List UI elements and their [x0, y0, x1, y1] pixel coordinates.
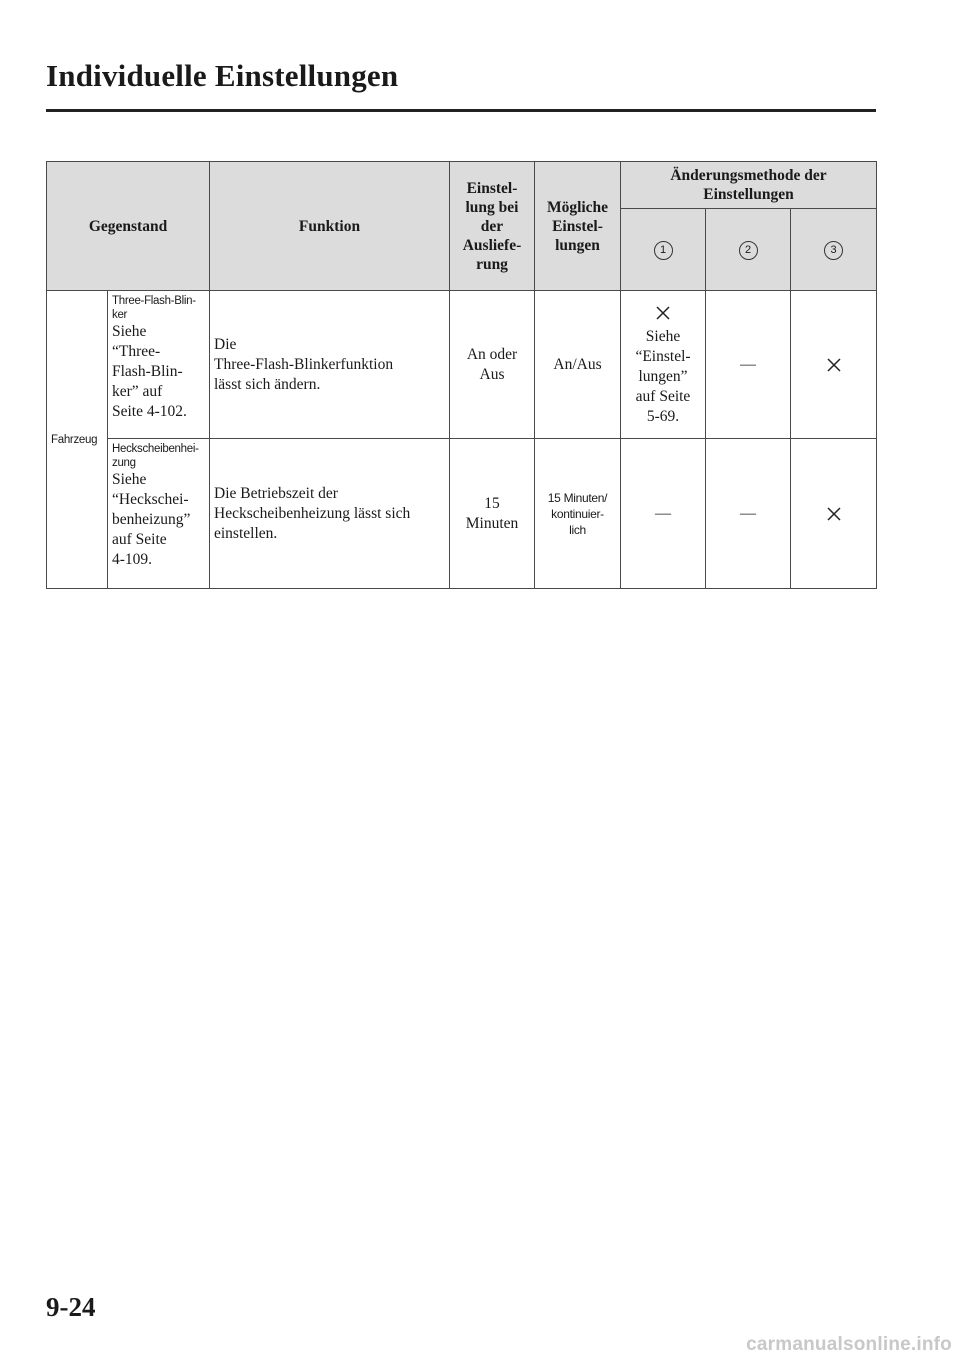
- header-funktion: Funktion: [210, 162, 450, 291]
- watermark: carmanualsonline.info: [746, 1334, 952, 1355]
- cell-default: 15 Minuten: [450, 439, 535, 589]
- cell-method-3: [791, 439, 877, 589]
- circled-number-icon: 3: [824, 241, 843, 260]
- page-number: 9-24: [46, 1292, 96, 1322]
- cell-method-1: —: [621, 439, 706, 589]
- cross-icon: [826, 357, 842, 373]
- cell-gegenstand: Fahrzeug: [47, 291, 108, 589]
- header-einstellung-auslieferung: Einstel- lung bei der Ausliefe- rung: [450, 162, 535, 291]
- header-method-2: [706, 209, 791, 291]
- object-reference: Siehe “Heckschei- benheizung” auf Seite 4-109.: [112, 471, 191, 568]
- table-row: [47, 439, 877, 589]
- circled-number-icon: 2: [739, 241, 758, 260]
- cell-object: [108, 439, 210, 589]
- method-reference: Siehe “Einstel- lungen” auf Seite 5-69.: [635, 327, 691, 425]
- header-moegliche-einstellungen: Mögliche Einstel- lungen: [535, 162, 621, 291]
- page-title: Individuelle Einstellungen: [46, 58, 399, 93]
- cell-options: An/Aus: [535, 291, 621, 439]
- header-method-1: [621, 209, 706, 291]
- settings-table: [46, 161, 877, 589]
- cell-options: 15 Minuten/ kontinuier- lich: [535, 439, 621, 589]
- table-row: [47, 291, 877, 439]
- cell-function: Die Three-Flash-Blinkerfunktion lässt sich ändern.: [210, 291, 450, 439]
- cross-icon: [655, 305, 671, 321]
- object-label: Three-Flash-Blin- ker: [112, 295, 196, 321]
- cross-icon: [826, 506, 842, 522]
- header-method-3: [791, 209, 877, 291]
- cell-method-2: —: [706, 439, 791, 589]
- object-label: Heckscheibenhei- zung: [112, 443, 199, 469]
- cell-default: An oder Aus: [450, 291, 535, 439]
- cell-method-3: [791, 291, 877, 439]
- title-rule: [46, 109, 876, 112]
- cell-method-2: —: [706, 291, 791, 439]
- cell-object: [108, 291, 210, 439]
- object-reference: Siehe “Three- Flash-Blin- ker” auf Seite 4-102.: [112, 323, 187, 420]
- cell-function: Die Betriebszeit der Heckscheibenheizung lässt sich einstellen.: [210, 439, 450, 589]
- cell-method-1: [621, 291, 706, 439]
- circled-number-icon: 1: [654, 241, 673, 260]
- header-aenderungsmethode: Änderungsmethode der Einstellungen: [621, 162, 877, 209]
- header-gegenstand: Gegenstand: [47, 162, 210, 291]
